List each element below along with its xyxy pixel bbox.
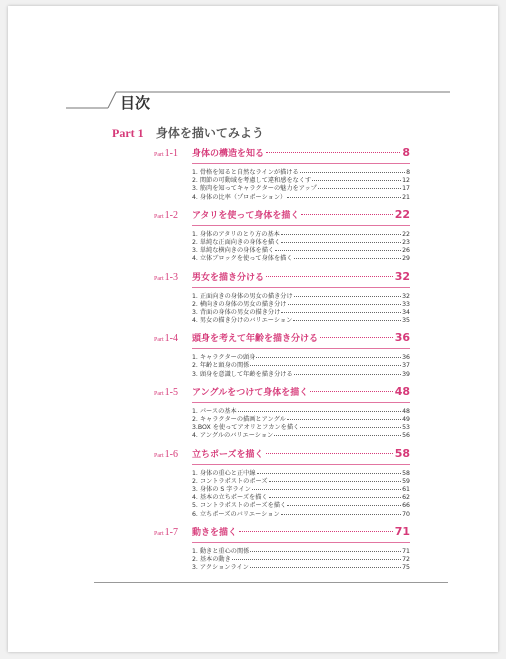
toc-item-leader-dots <box>287 197 401 198</box>
section-items <box>192 546 410 571</box>
toc-item[interactable] <box>192 546 410 554</box>
section-heading[interactable] <box>154 270 410 286</box>
toc-item-leader-dots <box>300 427 401 428</box>
section-items <box>192 291 410 324</box>
toc-item-leader-dots <box>275 250 401 251</box>
section-heading[interactable] <box>154 146 410 162</box>
toc-item[interactable] <box>192 299 410 307</box>
section-items <box>192 468 410 517</box>
section-leader-dots <box>301 214 392 215</box>
toc-item-text: 2. キャラクターの描画とアングル <box>192 416 286 423</box>
toc-item-page: 62 <box>402 494 410 502</box>
toc-item[interactable] <box>192 500 410 508</box>
toc-item[interactable] <box>192 562 410 570</box>
toc-item-leader-dots <box>250 365 401 366</box>
section-title: アングルをつけて身体を描く <box>192 387 309 398</box>
toc-item-leader-dots <box>238 411 401 412</box>
toc-item-text: 1. 正面向きの身体の男女の描き分け <box>192 292 293 300</box>
section-number-value: 1-3 <box>164 271 179 283</box>
toc-item[interactable] <box>192 253 410 261</box>
section-rule <box>192 348 410 349</box>
toc-item-leader-dots <box>269 497 402 498</box>
toc-section <box>154 331 410 377</box>
toc-item-page: 22 <box>402 230 410 238</box>
toc-item-leader-dots <box>281 242 401 243</box>
section-number-value: 1-7 <box>164 526 179 538</box>
section-rule <box>192 287 410 288</box>
toc-item[interactable] <box>192 291 410 299</box>
section-leader-dots <box>266 276 393 277</box>
section-part-word: Part <box>154 337 164 344</box>
section-number-value: 1-2 <box>164 209 179 221</box>
toc-item-text: 4. 立体ブロックを使って身体を描く <box>192 255 293 263</box>
toc-item[interactable] <box>192 167 410 175</box>
toc-item[interactable] <box>192 468 410 476</box>
section-page-number: 22 <box>394 207 410 221</box>
section-number-value: 1-1 <box>164 148 179 159</box>
toc-item-page: 53 <box>402 424 410 432</box>
toc-item[interactable] <box>192 183 410 191</box>
toc-item-text: 3. 背面の身体の男女の描き分け <box>192 308 281 316</box>
toc-item-text: 1. 動きと重心の関係 <box>192 547 250 555</box>
toc-item-text: 2. 関節の可動域を考慮して違和感をなくす <box>192 177 312 185</box>
toc-section <box>154 270 410 324</box>
toc-item-leader-dots <box>256 357 401 358</box>
section-title: 頭身を考えて年齢を描き分ける <box>192 334 319 345</box>
toc-item[interactable] <box>192 492 410 500</box>
section-part-word: Part <box>154 213 164 220</box>
toc-item-leader-dots <box>287 505 401 506</box>
section-rule <box>192 542 410 543</box>
part-label: Part 1 <box>112 126 144 140</box>
toc-item-page: 17 <box>402 185 410 193</box>
toc-item-text: 1. 身体のアタリのとり方の基本 <box>192 230 280 238</box>
section-number <box>154 148 192 159</box>
toc-item-page: 32 <box>402 292 410 300</box>
toc-item-text: 4. 基本の立ちポーズを描く <box>192 494 268 502</box>
toc-item[interactable] <box>192 430 410 438</box>
toc-item-page: 48 <box>402 407 410 415</box>
toc-item-page: 61 <box>402 485 410 493</box>
part-title: 身体を描いてみよう <box>155 126 264 140</box>
toc-item-leader-dots <box>257 473 402 474</box>
toc-item-page: 75 <box>402 564 410 572</box>
toc-section <box>154 525 410 571</box>
book-page <box>8 6 498 652</box>
toc-item[interactable] <box>192 554 410 562</box>
section-leader-dots <box>266 152 400 153</box>
toc-item-text: 4. 身体の比率（プロポーション） <box>192 193 287 201</box>
section-leader-dots <box>266 453 393 454</box>
section-rule <box>192 402 410 403</box>
toc-item[interactable] <box>192 414 410 422</box>
toc-item-text: 3. 身体の S 字ライン <box>192 485 251 493</box>
toc-item-page: 21 <box>402 193 410 201</box>
section-page-number: 36 <box>394 331 410 345</box>
toc-item-leader-dots <box>252 489 401 490</box>
toc-item-page: 37 <box>402 362 410 370</box>
section-page-number: 58 <box>394 446 410 460</box>
toc-item-text: 1. キャラクターの頭身 <box>192 354 256 362</box>
toc-item-text: 5. コントラポストのポーズを描く <box>192 502 287 510</box>
section-leader-dots <box>320 337 393 338</box>
toc-section <box>154 447 410 517</box>
section-part-word: Part <box>154 452 164 459</box>
toc-item-text: 2. 基本の動き <box>192 555 231 563</box>
section-items <box>192 406 410 439</box>
toc-item-page: 72 <box>402 555 410 563</box>
section-part-word: Part <box>154 275 164 282</box>
toc-item[interactable] <box>192 406 410 414</box>
toc-item-text: 1. 骨格を知ると自然なラインが描ける <box>192 169 299 176</box>
section-number-value: 1-4 <box>164 333 179 345</box>
toc-item-leader-dots <box>294 296 401 297</box>
toc-item-text: 6. 立ちポーズのバリエーション <box>192 510 280 518</box>
toc-item[interactable] <box>192 237 410 245</box>
section-number <box>154 387 192 398</box>
toc-item[interactable] <box>192 422 410 430</box>
toc-sections <box>154 146 410 578</box>
toc-item-text: 4. 男女の描き分けのバリエーション <box>192 317 293 325</box>
footer-rule <box>94 582 448 583</box>
toc-item-leader-dots <box>250 567 401 568</box>
toc-item-leader-dots <box>318 188 401 189</box>
section-number-value: 1-6 <box>164 448 179 460</box>
toc-item-leader-dots <box>250 551 401 552</box>
section-number-value: 1-5 <box>164 386 179 398</box>
section-title: アタリを使って身体を描く <box>192 210 300 221</box>
toc-item-page: 29 <box>402 255 410 263</box>
toc-item-page: 34 <box>402 308 410 316</box>
section-part-word: Part <box>154 152 164 158</box>
toc-item-page: 23 <box>402 238 410 246</box>
toc-item-leader-dots <box>287 419 401 420</box>
toc-item-text: 2. コントラポストのポーズ <box>192 477 268 485</box>
toc-item[interactable] <box>192 509 410 517</box>
toc-item-leader-dots <box>281 234 401 235</box>
toc-header <box>66 86 450 116</box>
section-heading[interactable] <box>154 208 410 224</box>
toc-item-leader-dots <box>281 514 401 515</box>
toc-item-page: 33 <box>402 300 410 308</box>
section-heading[interactable] <box>154 525 410 541</box>
toc-item[interactable] <box>192 175 410 183</box>
section-rule <box>192 464 410 465</box>
toc-item-page: 49 <box>402 416 410 423</box>
section-page-number: 32 <box>394 269 410 283</box>
section-heading[interactable] <box>154 331 410 347</box>
section-items <box>192 167 410 200</box>
section-number <box>154 333 192 344</box>
toc-item-leader-dots <box>281 312 401 313</box>
toc-section <box>154 385 410 439</box>
toc-item-text: 2. 年齢と頭身の関係 <box>192 362 250 370</box>
section-title: 立ちポーズを描く <box>192 449 264 460</box>
toc-item-leader-dots <box>312 180 401 181</box>
toc-item[interactable] <box>192 476 410 484</box>
section-page-number: 8 <box>402 146 410 159</box>
toc-item-leader-dots <box>288 304 402 305</box>
toc-title: 目次 <box>120 94 151 112</box>
toc-item[interactable] <box>192 229 410 237</box>
toc-item-page: 70 <box>402 510 410 518</box>
toc-item[interactable] <box>192 360 410 368</box>
toc-item-text: 3. 筋肉を知ってキャラクターの魅力をアップ <box>192 185 317 193</box>
toc-item[interactable] <box>192 352 410 360</box>
toc-item-page: 66 <box>402 502 410 510</box>
section-rule <box>192 225 410 226</box>
toc-item-page: 12 <box>402 177 410 185</box>
section-part-word: Part <box>154 530 164 537</box>
toc-item-text: 3.BOX を使ってアオリとフカンを描く <box>192 424 300 432</box>
section-items <box>192 229 410 262</box>
section-part-word: Part <box>154 390 164 397</box>
toc-item-leader-dots <box>269 481 402 482</box>
toc-item-text: 2. 横向きの身体の男女の描き分け <box>192 300 287 308</box>
toc-item-text: 3. 単純な横向きの身体を描く <box>192 247 275 255</box>
section-rule <box>192 163 410 164</box>
toc-item-page: 71 <box>402 547 410 555</box>
toc-item-text: 1. パースの基本 <box>192 407 237 415</box>
toc-item[interactable] <box>192 245 410 253</box>
toc-item-text: 3. 頭身を意識して年齢を描き分ける <box>192 370 293 378</box>
toc-item-leader-dots <box>232 559 401 560</box>
toc-item-text: 2. 単純な正面向きの身体を描く <box>192 238 281 246</box>
toc-section <box>154 146 410 200</box>
section-leader-dots <box>310 391 392 392</box>
toc-section <box>154 208 410 262</box>
toc-item[interactable] <box>192 369 410 377</box>
toc-item-text: 4. アングルのバリエーション <box>192 432 274 440</box>
toc-item-text: 1. 身体の重心と正中線 <box>192 469 256 477</box>
section-number <box>154 449 192 460</box>
section-title: 身体の構造を知る <box>192 149 265 159</box>
toc-item-leader-dots <box>300 172 405 173</box>
section-page-number: 48 <box>394 384 410 398</box>
section-leader-dots <box>239 531 393 532</box>
toc-item-page: 35 <box>402 317 410 325</box>
section-heading[interactable] <box>154 385 410 401</box>
part-heading <box>112 124 264 141</box>
toc-item-text: 3. アクションライン <box>192 564 249 572</box>
section-title: 男女を描き分ける <box>192 272 265 283</box>
toc-item[interactable] <box>192 315 410 323</box>
toc-item-leader-dots <box>294 374 401 375</box>
section-number <box>154 272 192 283</box>
toc-item-page: 39 <box>402 370 410 378</box>
toc-item-page: 36 <box>402 354 410 362</box>
toc-item[interactable] <box>192 484 410 492</box>
section-title: 動きを描く <box>192 527 238 538</box>
toc-item[interactable] <box>192 192 410 200</box>
toc-item-page: 59 <box>402 477 410 485</box>
toc-item-page: 26 <box>402 247 410 255</box>
section-heading[interactable] <box>154 447 410 463</box>
section-page-number: 71 <box>394 524 410 538</box>
toc-item-leader-dots <box>274 435 401 436</box>
toc-item-page: 58 <box>402 469 410 477</box>
toc-item-page: 56 <box>402 432 410 440</box>
toc-item-leader-dots <box>294 258 402 259</box>
section-items <box>192 352 410 377</box>
section-number <box>154 210 192 221</box>
toc-item-page: 8 <box>406 169 410 176</box>
toc-item-leader-dots <box>293 320 401 321</box>
section-number <box>154 527 192 538</box>
toc-item[interactable] <box>192 307 410 315</box>
